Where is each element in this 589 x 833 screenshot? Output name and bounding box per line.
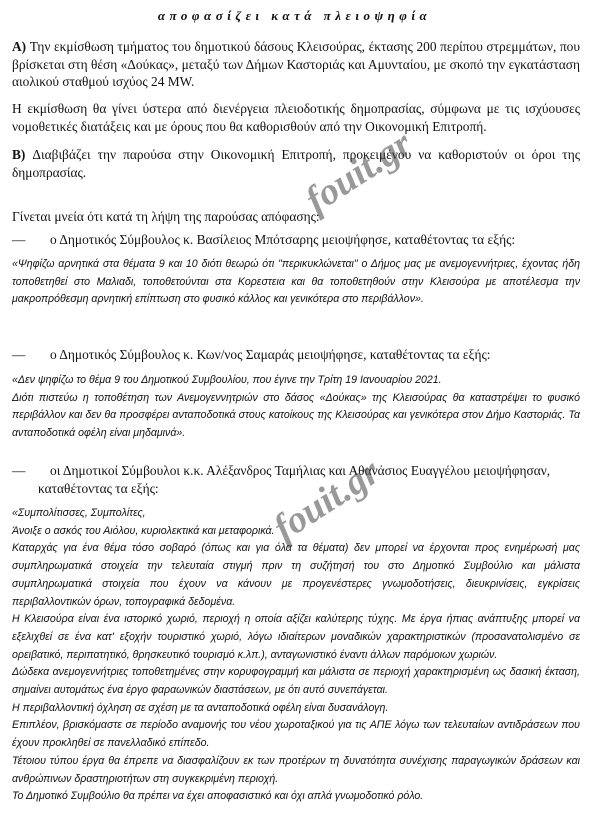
auction-paragraph: Η εκμίσθωση θα γίνει ύστερα από διενέργεια πλειοδοτικής δημοπρασίας, σύμφωνα με τις ισχύουσες νομοθετικές διατάξεις και με όρους που θα καθορισθούν από την Οικονομική Επιτροπή. (12, 101, 580, 134)
dissent-3-quote (12, 505, 580, 806)
dissent-3-quote-p6: Επιπλέον, βρισκόμαστε σε περίοδο αναμονής του νέου χωροταξικού για τις ΑΠΕ λόγω των τελευταίων αντιδράσεων που έχουν προκληθεί σε πανελλαδικό επίπεδο. (12, 719, 580, 750)
dissent-2-quote-rest: Διότι πιστεύω η τοποθέτηση των Ανεμογεννητριών στο δάσος «Δούκας» της Κλεισούρας θα καταστρέψει το φυσικό περιβάλλον και δεν θα προσφέρει ανταποδοτικά στους κατοίκους της Κλεισούρας και γενικότερα στον Δήμο Καστοριάς. Τα ανταποδοτικά οφέλη είναι μηδαμινά». (12, 391, 580, 440)
section-a-text: Την εκμίσθωση τμήματος του δημοτικού δάσους Κλεισούρας, έκτασης 200 περίπου στρεμμάτων, που βρίσκεται στη θέση «Δούκας», μεταξύ των Δήμων Καστοριάς και Αμυνταίου, με σκοπό την εγκατάσταση αιολικού σταθμού ισχύος 24 MW. (12, 39, 580, 89)
dissent-1-quote: «Ψηφίζω αρνητικά στα θέματα 9 και 10 διότι θεωρώ ότι "περικυκλώνεται" ο Δήμος μας με ανεμογεννήτριες, έχοντας ήδη τοποθετηθεί στο Μαλιαδι, τοποθετούνται στα Κορεστεια και θα τοποθετηθούν στην Κλεισούρα με αποτέλεσμα την μακροπρόθεσμη αρνητική επίπτωση στο φυσικό κάλλος και γενικότερα στο περιβάλλον». (12, 258, 580, 306)
watermark-logo: fouit.gr (298, 122, 420, 222)
dissent-3-quote-p8: Το Δημοτικό Συμβούλιο θα πρέπει να έχει αποφασιστικό και όχι απλά γνωμοδοτικό ρόλο. (12, 790, 424, 803)
section-b-label: B) (12, 147, 26, 162)
dissent-1-text: ο Δημοτικός Σύμβουλος κ. Βασίλειος Μπότσαρης μειοψήφησε, καταθέτοντας τα εξής: (50, 232, 516, 247)
dissent-3-quote-p3: Η Κλεισούρα είναι ένα ιστορικό χωριό, περιοχή η οποία αξίζει καλύτερης τύχης. Με έργα ήπιας ανάπτυξης μπορεί να εξελιχθεί σε ένα κατ' εξοχήν τουριστικό χωριό, λόγω ιδιαίτερων μοναδικών χαρακτηριστικών (προσανατολισμένο σε ορειβατικό, περιπατητικό, θρησκευτικό τουρισμό κ.λπ.), ανταγωνιστικό έναντι άλλων παρόμοιων χωριών. (12, 613, 580, 661)
dissent-2-dash: — (12, 347, 26, 362)
watermark-logo: fouit.gr (266, 450, 388, 550)
dissent-3-text-line2: καταθέτοντας τα εξής: (38, 481, 159, 496)
decision-heading: αποφασίζει κατά πλειοψηφία (157, 8, 432, 23)
dissent-3-quote-p0: «Συμπολίτισσες, Συμπολίτες, (12, 507, 146, 519)
dissent-2-text: ο Δημοτικός Σύμβουλος κ. Κων/νος Σαμαράς μειοψήφησε, καταθέτοντας τα εξής: (50, 347, 491, 362)
dissent-3-line (12, 462, 580, 480)
dissent-3-quote-p2: Καταρχάς για ένα θέμα τόσο σοβαρό (όπως και για όλα τα θέματα) δεν μπορεί να έρχονται προς ενημέρωσή μας συμπληρωματικά στοιχεία την τελευταία στιγμή πριν τη συζήτησή του στο Δημοτικό Συμβούλιο και μάλιστα συμπληρωματικά στοιχεία που έχουν να κάνουν με προγενέστερες γνωμοδοτήσεις, διευκρινίσεις, εγκρίσεις περιβαλλοντικών όρων, τοπογραφικά δεδομένα. (12, 542, 580, 608)
section-b-text: Διαβιβάζει την παρούσα στην Οικονομική Επιτροπή, προκειμένου να καθοριστούν οι όροι της δημοπρασίας. (12, 147, 580, 180)
dissent-3-quote-p5: Η περιβαλλοντική όχληση σε σχέση με τα ανταποδοτικά οφέλη είναι δυσανάλογη. (12, 701, 389, 714)
dissent-3-dash: — (12, 463, 26, 478)
dissent-3-quote-p1: Άνοιξε ο ασκός του Αιόλου, κυριολεκτικά και μεταφορικά. (12, 524, 275, 537)
dissent-3-quote-p7: Τέτοιου τύπου έργα θα έπρεπε να διασφαλίζουν εκ των προτέρων τη δυνατότητα συνέχισης παραγωγικών δράσεων και ανθρώπινων δραστηριοτήτων στη συγκεκριμένη περιοχή. (12, 754, 580, 785)
dissent-2-line (12, 346, 580, 364)
dissent-1-line (12, 231, 580, 249)
dissent-3-quote-p4: Δώδεκα ανεμογεννήτριες τοποθετημένες στην κορυφογραμμή και μάλιστα σε περιοχή χαρακτηρισμένη ως δασική έκταση, σημαίνει αυτομάτως ένα έργο φαραωνικών διαστάσεων, με ότι αυτό συνεπάγεται. (12, 666, 580, 697)
section-b (12, 146, 580, 181)
dissent-2-quote (12, 372, 580, 443)
mention-intro: Γίνεται μνεία ότι κατά τη λήψη της παρούσας απόφασης: (12, 209, 320, 224)
dissent-2-quote-line1: «Δεν ψηφίζω το θέμα 9 του Δημοτικού Συμβουλίου, που έγινε την Τρίτη 19 Ιανουαρίου 2021. (12, 374, 442, 386)
section-a-label: A) (12, 39, 27, 54)
dissent-3-text-line1: οι Δημοτικοί Σύμβουλοι κ.κ. Αλέξανδρος Ταμήλιας και Αθανάσιος Ευαγγέλου μειοψήφησαν, (50, 463, 551, 478)
dissent-1-dash: — (12, 232, 26, 247)
section-a (12, 38, 580, 91)
